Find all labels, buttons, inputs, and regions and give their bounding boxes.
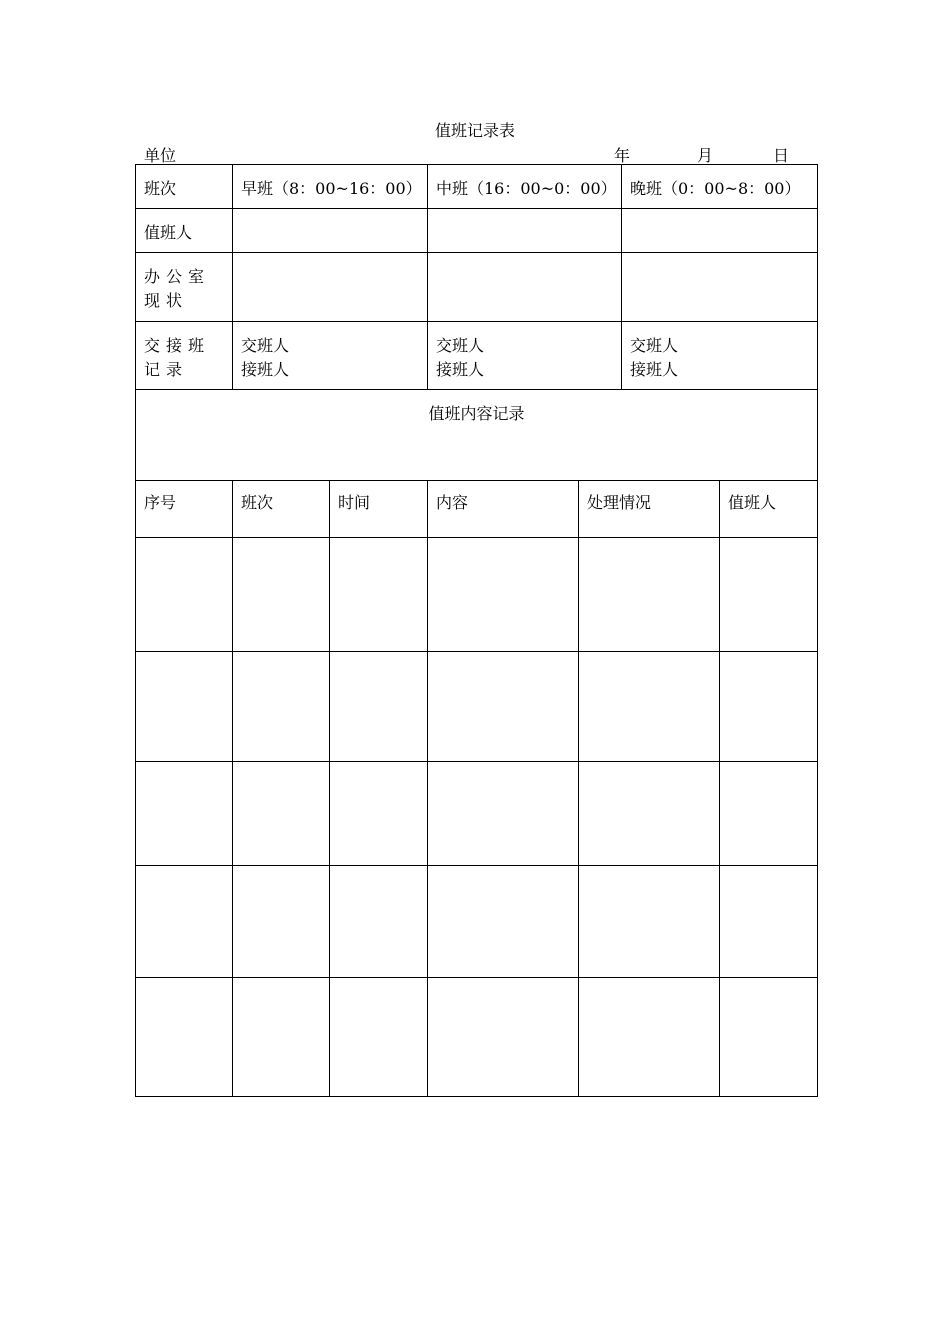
office-status-morning-cell[interactable] — [233, 253, 428, 322]
table-cell[interactable] — [579, 538, 720, 652]
table-row — [136, 762, 818, 866]
table-cell[interactable] — [720, 652, 818, 762]
office-status-row — [136, 253, 818, 322]
content-section-title: 值班内容记录 — [136, 390, 818, 481]
shift-row — [136, 165, 818, 209]
table-cell[interactable] — [579, 652, 720, 762]
handover-receiver-label: 接班人 — [241, 360, 290, 379]
table-cell[interactable] — [720, 866, 818, 978]
shift-morning: 早班（8：00~16：00） — [233, 165, 428, 209]
log-table — [135, 480, 818, 1097]
table-cell[interactable] — [233, 978, 330, 1097]
table-cell[interactable] — [428, 538, 579, 652]
table-cell[interactable] — [428, 866, 579, 978]
table-row — [136, 978, 818, 1097]
header-handling: 处理情况 — [579, 481, 720, 538]
table-cell[interactable] — [579, 866, 720, 978]
table-cell[interactable] — [136, 538, 233, 652]
table-cell[interactable] — [720, 538, 818, 652]
duty-person-row — [136, 209, 818, 253]
table-cell[interactable] — [136, 866, 233, 978]
table-cell[interactable] — [136, 652, 233, 762]
form-title: 值班记录表 — [434, 121, 515, 140]
table-cell[interactable] — [428, 978, 579, 1097]
log-header-row — [136, 481, 818, 538]
table-cell[interactable] — [136, 978, 233, 1097]
handover-receiver-label: 接班人 — [436, 360, 485, 379]
table-cell[interactable] — [579, 762, 720, 866]
handover-giver-label: 交班人 — [436, 336, 485, 355]
table-cell[interactable] — [330, 762, 428, 866]
table-cell[interactable] — [233, 538, 330, 652]
table-cell[interactable] — [330, 652, 428, 762]
table-cell[interactable] — [233, 762, 330, 866]
table-cell[interactable] — [233, 866, 330, 978]
shift-row-label: 班次 — [136, 165, 233, 209]
header-serial-number: 序号 — [136, 481, 233, 538]
year-label: 年 — [614, 146, 631, 165]
office-status-middle-cell[interactable] — [428, 253, 622, 322]
table-row — [136, 538, 818, 652]
table-cell[interactable] — [136, 762, 233, 866]
header-duty-person: 值班人 — [720, 481, 818, 538]
duty-person-middle-cell[interactable] — [428, 209, 622, 253]
table-row — [136, 866, 818, 978]
table-cell[interactable] — [330, 978, 428, 1097]
handover-row — [136, 322, 818, 390]
office-status-night-cell[interactable] — [622, 253, 818, 322]
table-cell[interactable] — [233, 652, 330, 762]
duty-person-night-cell[interactable] — [622, 209, 818, 253]
table-cell[interactable] — [330, 866, 428, 978]
table-cell[interactable] — [579, 978, 720, 1097]
header-content: 内容 — [428, 481, 579, 538]
shift-table — [135, 164, 818, 481]
table-cell[interactable] — [428, 762, 579, 866]
duty-person-label: 值班人 — [136, 209, 233, 253]
handover-receiver-label: 接班人 — [630, 360, 679, 379]
handover-morning-cell[interactable] — [233, 322, 428, 390]
unit-label: 单位 — [144, 146, 177, 165]
month-label: 月 — [697, 146, 714, 165]
content-title-row — [136, 390, 818, 481]
table-cell[interactable] — [720, 762, 818, 866]
table-cell[interactable] — [330, 538, 428, 652]
header-time: 时间 — [330, 481, 428, 538]
handover-giver-label: 交班人 — [241, 336, 290, 355]
table-cell[interactable] — [720, 978, 818, 1097]
table-row — [136, 652, 818, 762]
shift-night: 晚班（0：00~8：00） — [622, 165, 818, 209]
handover-night-cell[interactable] — [622, 322, 818, 390]
handover-giver-label: 交班人 — [630, 336, 679, 355]
header-shift: 班次 — [233, 481, 330, 538]
office-status-label: 办公室现状 — [136, 253, 233, 322]
day-label: 日 — [773, 146, 790, 165]
table-cell[interactable] — [428, 652, 579, 762]
shift-middle: 中班（16：00~0：00） — [428, 165, 622, 209]
handover-label: 交接班记录 — [136, 322, 233, 390]
duty-person-morning-cell[interactable] — [233, 209, 428, 253]
handover-middle-cell[interactable] — [428, 322, 622, 390]
